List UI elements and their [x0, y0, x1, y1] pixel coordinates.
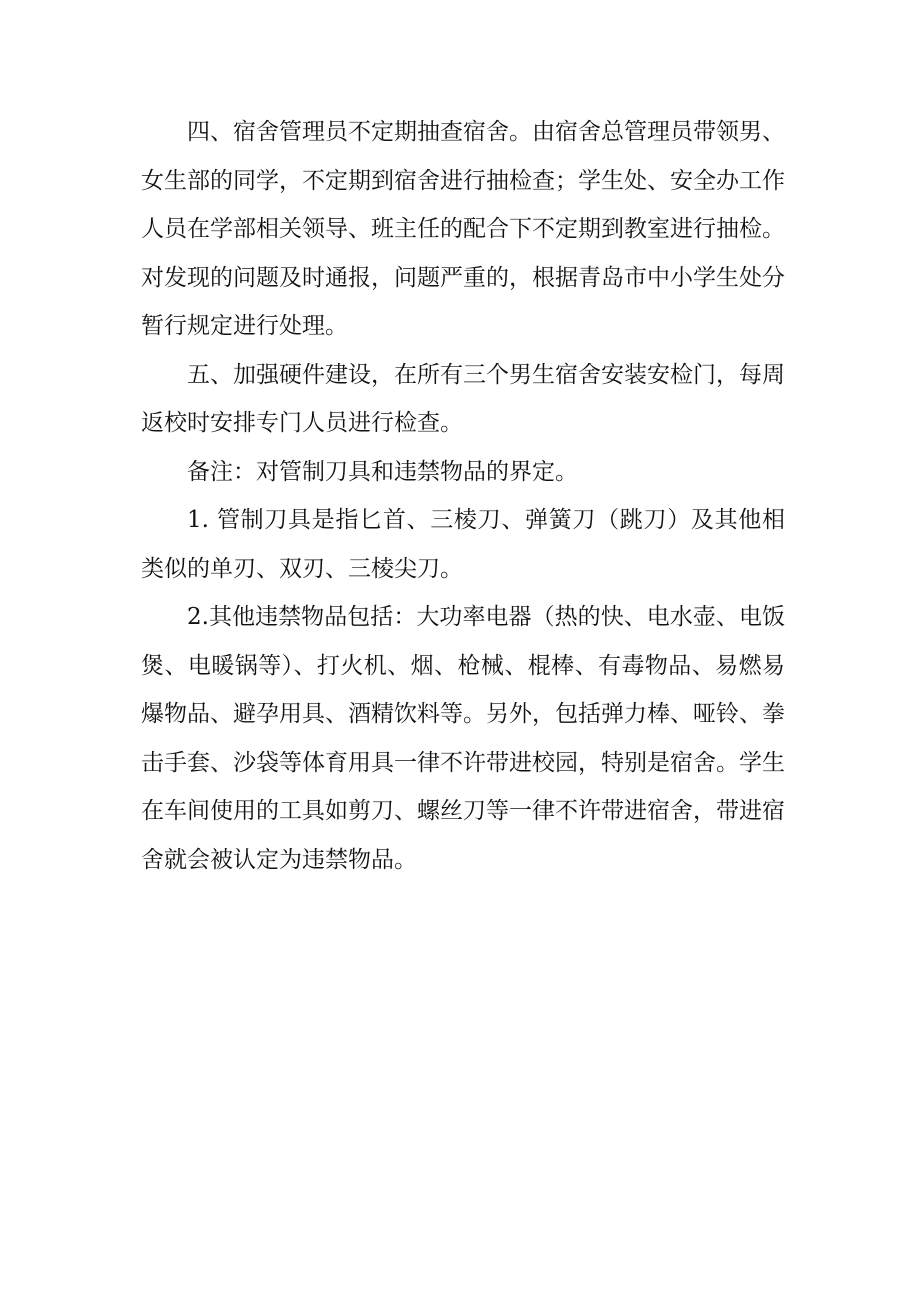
- paragraph-remarks: 备注：对管制刀具和违禁物品的界定。: [187, 458, 578, 485]
- paragraph-prohibited-items: 2.其他违禁物品包括：大功率电器（热的快、电水壶、电饭煲、电暖锅等）、打火机、烟、枪械、棍棒、有毒物品、易燃易爆物品、避孕用具、酒精饮料等。另外，包括弹力棒、哑铃、拳击手套、沙袋等体育用具一律不许带进校园，特别是宿舍。学生在车间使用的工具如剪刀、螺丝刀等一律不许带进宿舍，带进宿舍就会被认定为违禁物品。: [141, 604, 785, 873]
- paragraph-controlled-knives: 1. 管制刀具是指匕首、三棱刀、弹簧刀（跳刀）及其他相类似的单刃、双刃、三棱尖刀。: [141, 507, 785, 582]
- document-body: [141, 108, 785, 884]
- paragraph-dorm-inspection: 四、宿舍管理员不定期抽查宿舍。由宿舍总管理员带领男、女生部的同学，不定期到宿舍进行抽检查；学生处、安全办工作人员在学部相关领导、班主任的配合下不定期到教室进行抽检。对发现的问题及时通报，问题严重的，根据青岛市中小学生处分暂行规定进行处理。: [141, 119, 785, 339]
- paragraph-hardware-construction: 五、加强硬件建设，在所有三个男生宿舍安装安检门，每周返校时安排专门人员进行检查。: [141, 361, 785, 436]
